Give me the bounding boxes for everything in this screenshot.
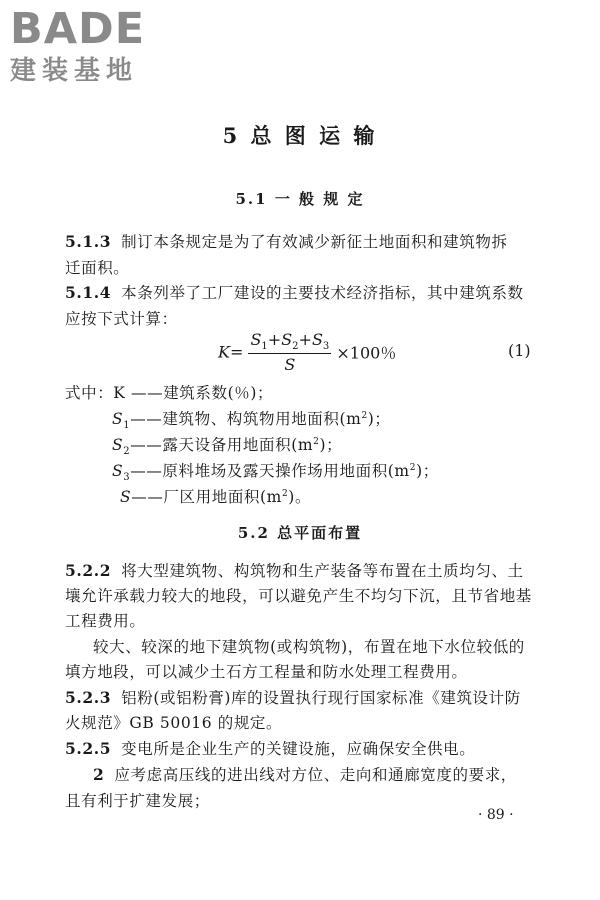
clause-5-2-2-line-5: 填方地段，可以减少土石方工程量和防水处理工程费用。	[65, 663, 468, 681]
item-number: 2	[93, 765, 105, 784]
clause-number: 5.2.3	[65, 688, 112, 707]
page-number: · 89 ·	[478, 807, 514, 823]
where-s3-line: $S_3——$原料堆场及露天操作场用地面积$(m^2)$；	[112, 462, 439, 484]
clause-number: 5.1.3	[65, 232, 112, 251]
clause-5-1-4-line-2: 应按下式计算：	[65, 310, 178, 328]
clause-text: 制订本条规定是为了有效减少新征土地面积和建筑物拆	[121, 233, 508, 251]
clause-5-2-2-line-3: 工程费用。	[65, 612, 146, 630]
formula-label: (1)	[508, 341, 531, 360]
formula-fraction	[248, 330, 331, 374]
where-s1-line: $S_1——$建筑物、构筑物用地面积$(m^2)$；	[112, 410, 391, 432]
where-k-line: 式中：K ——建筑系数(％)；	[65, 384, 274, 402]
clause-5-2-5-item-2-line-2: 且有利于扩建发展；	[65, 792, 210, 810]
clause-5-1-3-line-2: 迁面积。	[65, 259, 130, 277]
clause-5-2-3-line-1	[65, 686, 521, 708]
where-s-line: S——厂区用地面积$(m^2)$。	[120, 488, 312, 506]
chapter-title: 5 总 图 运 输	[222, 123, 378, 148]
clause-text: 将大型建筑物、构筑物和生产装备等布置在土质均匀、土	[121, 562, 524, 580]
logo-subtitle: 建装基地	[10, 56, 139, 86]
formula-denominator: S	[284, 355, 296, 375]
clause-5-1-3-line-1	[65, 230, 508, 252]
clause-number: 5.2.5	[65, 739, 112, 758]
section-heading-5-1: 5.1 一 般 规 定	[235, 190, 365, 208]
clause-number: 5.2.2	[65, 561, 112, 580]
clause-5-2-3-line-2: 火规范》GB 50016 的规定。	[65, 714, 283, 732]
formula-multiplier: ×100％	[336, 343, 397, 363]
logo-brand: BADE	[10, 4, 146, 54]
clause-5-2-5-item-2-line-1	[93, 763, 517, 785]
clause-5-1-4-line-1	[65, 281, 524, 303]
item-text: 应考虑高压线的进出线对方位、走向和通廊宽度的要求，	[114, 766, 517, 784]
building-coefficient-formula	[218, 330, 396, 374]
clause-5-2-5-line-1	[65, 737, 475, 759]
logo	[10, 6, 145, 88]
where-s2-line: $S_2——$露天设备用地面积$(m^2)$；	[112, 436, 343, 458]
section-heading-5-2: 5.2 总平面布置	[237, 524, 363, 542]
clause-5-2-2-line-1	[65, 559, 524, 581]
clause-text: 变电所是企业生产的关键设施，应确保安全供电。	[121, 740, 476, 758]
clause-5-2-2-line-4: 较大、较深的地下建筑物(或构筑物)，布置在地下水位较低的	[93, 638, 525, 656]
clause-text: 本条列举了工厂建设的主要技术经济指标，其中建筑系数	[121, 284, 524, 302]
formula-numerator: $S_1+S_2+S_3$	[250, 330, 330, 353]
clause-text: 铝粉(或铝粉膏)库的设置执行现行国家标准《建筑设计防	[121, 689, 521, 707]
clause-number: 5.1.4	[65, 283, 112, 302]
formula-lhs: K=	[218, 342, 244, 362]
clause-5-2-2-line-2: 壤允许承载力较大的地段，可以避免产生不均匀下沉，且节省地基	[65, 587, 532, 605]
